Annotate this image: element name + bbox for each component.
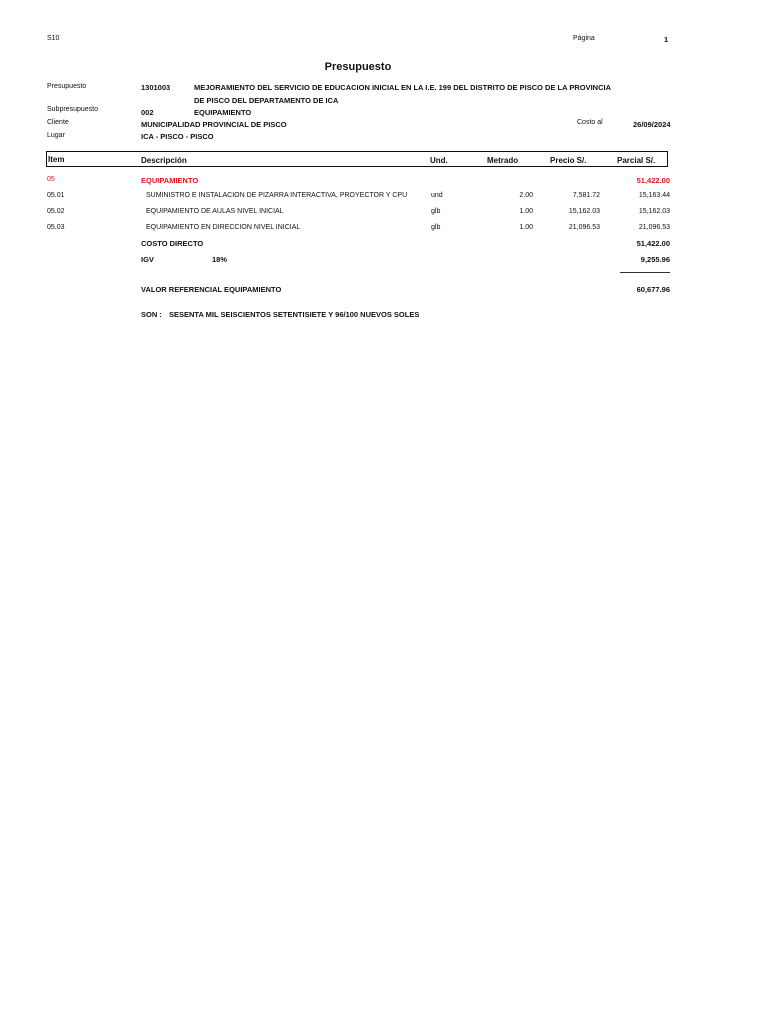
row-precio: 21,096.53	[568, 224, 600, 231]
row-descripcion: EQUIPAMIENTO EN DIRECCION NIVEL INICIAL	[146, 224, 301, 231]
son-text: SESENTA MIL SEISCIENTOS SETENTISIETE Y 96/100 NUEVOS SOLES	[169, 310, 420, 319]
header-descripcion: Descripción	[141, 156, 187, 165]
son-label: SON :	[141, 310, 162, 319]
row-metrado: 1.00	[519, 224, 533, 231]
header-precio: Precio S/.	[550, 156, 587, 165]
header-item: Item	[48, 155, 65, 164]
page-label: Página	[573, 35, 595, 42]
row-descripcion: SUMINISTRO E INSTALACION DE PIZARRA INTERACTIVA, PROYECTOR Y CPU	[146, 192, 408, 199]
row-item: 05.03	[47, 224, 65, 231]
subpresupuesto-label: Subpresupuesto	[47, 106, 98, 113]
subpresupuesto-name: EQUIPAMIENTO	[194, 108, 252, 117]
header-metrado: Metrado	[487, 156, 519, 165]
row-parcial: 21,096.53	[638, 224, 670, 231]
row-parcial: 15,163.44	[638, 192, 670, 199]
row-metrado: 1.00	[519, 208, 533, 215]
presupuesto-desc-line2: DE PISCO DEL DEPARTAMENTO DE ICA	[194, 96, 339, 105]
igv-rate: 18%	[212, 255, 228, 264]
row-precio: 7,581.72	[572, 192, 600, 199]
report-code: S10	[47, 35, 60, 42]
valor-referencial-label: VALOR REFERENCIAL EQUIPAMIENTO	[141, 285, 282, 294]
cliente-name: MUNICIPALIDAD PROVINCIAL DE PISCO	[141, 120, 287, 129]
presupuesto-code: 1301003	[141, 83, 171, 92]
row-und: glb	[431, 224, 441, 231]
page-title: Presupuesto	[324, 61, 392, 73]
header-parcial: Parcial S/.	[617, 156, 656, 165]
costo-directo-value: 51,422.00	[636, 239, 670, 248]
header-und: Und.	[430, 156, 448, 165]
row-precio: 15,162.03	[568, 208, 600, 215]
costo-al-date: 26/09/2024	[633, 120, 671, 129]
row-metrado: 2.00	[519, 192, 533, 199]
presupuesto-label: Presupuesto	[47, 83, 87, 90]
presupuesto-desc-line1: MEJORAMIENTO DEL SERVICIO DE EDUCACION INICIAL EN LA I.E. 199 DEL DISTRITO DE PISCO DE LA PROVINCIA	[194, 83, 612, 92]
row-descripcion: EQUIPAMIENTO DE AULAS NIVEL INICIAL	[146, 208, 284, 215]
page-number: 1	[664, 35, 669, 44]
subpresupuesto-code: 002	[141, 108, 154, 117]
group-item: 05	[47, 176, 55, 183]
costo-al-label: Costo al	[577, 119, 603, 126]
cliente-label: Cliente	[47, 119, 69, 126]
row-und: glb	[431, 208, 441, 215]
row-item: 05.02	[47, 208, 65, 215]
costo-directo-label: COSTO DIRECTO	[141, 239, 204, 248]
row-parcial: 15,162.03	[638, 208, 670, 215]
total-divider	[620, 272, 670, 273]
valor-referencial-value: 60,677.96	[636, 285, 670, 294]
row-item: 05.01	[47, 192, 65, 199]
lugar-label: Lugar	[47, 132, 65, 139]
group-parcial: 51,422.00	[636, 176, 670, 185]
igv-value: 9,255.96	[640, 255, 670, 264]
group-descripcion: EQUIPAMIENTO	[141, 176, 199, 185]
igv-label: IGV	[141, 255, 154, 264]
lugar-name: ICA - PISCO - PISCO	[141, 132, 214, 141]
row-und: und	[431, 192, 443, 199]
